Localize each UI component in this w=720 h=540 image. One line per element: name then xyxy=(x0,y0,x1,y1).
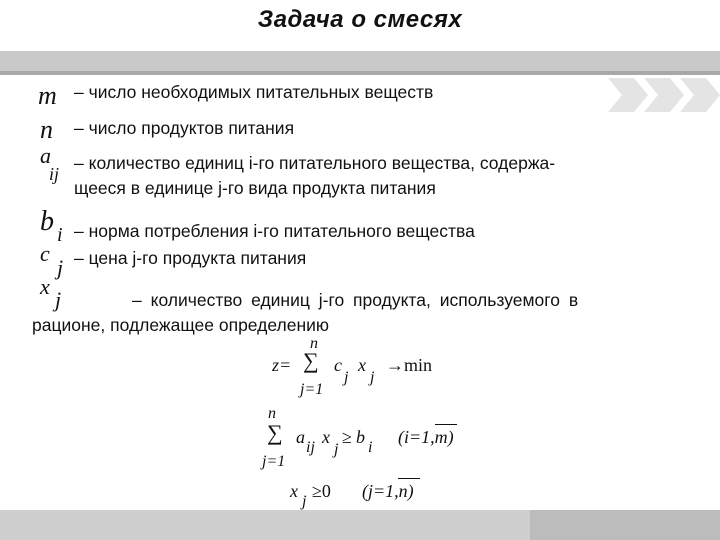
symbol-a-subscript: ij xyxy=(49,164,60,184)
definition-x-text-line2: рационе, подлежащее определению xyxy=(32,315,330,335)
symbol-n: n xyxy=(40,115,53,144)
nonneg-term-x: x xyxy=(290,481,298,501)
symbol-c: c xyxy=(40,241,50,266)
nonneg-range: (j=1,n) xyxy=(362,481,414,501)
chevron-decoration-icon xyxy=(604,70,720,120)
slide-title: Задача о смесях xyxy=(257,6,463,33)
constraint-term-x: x xyxy=(322,427,330,447)
objective-goal: →min xyxy=(386,355,433,375)
objective-sub-j1: j xyxy=(344,369,349,386)
objective-sub-j2: j xyxy=(370,369,375,386)
constraint-range: (i=1,m) xyxy=(398,427,454,447)
definition-m-text: – число необходимых питательных веществ xyxy=(74,82,434,102)
objective-sum-sign: ∑ xyxy=(303,348,319,373)
symbol-a: a xyxy=(40,143,51,168)
objective-term-c: c xyxy=(334,355,342,375)
objective-lower-limit: j=1 xyxy=(300,381,324,398)
symbol-x: x xyxy=(40,274,50,299)
definition-a-text-line2: щееся в единице j-го вида продукта питания xyxy=(74,178,436,198)
objective-upper-limit: n xyxy=(310,335,318,352)
definition-a-text-line1: – количество единиц i-го питательного вещества, содержа- xyxy=(74,153,556,173)
constraint-upper-limit: n xyxy=(268,405,276,422)
header-band xyxy=(0,51,720,71)
constraint-term-b: b xyxy=(356,427,365,447)
constraint-sub-ij: ij xyxy=(306,439,315,456)
nonneg-range-overline xyxy=(398,478,420,479)
objective-lhs: z= xyxy=(272,355,292,375)
symbol-b-subscript: i xyxy=(57,224,63,246)
symbol-c-subscript: j xyxy=(57,255,64,280)
nonneg-sub-j: j xyxy=(302,493,307,510)
slide-header xyxy=(0,0,720,52)
objective-term-x: x xyxy=(358,355,366,375)
symbol-m: m xyxy=(38,81,57,110)
symbol-b: b xyxy=(40,206,54,237)
constraint-range-overline xyxy=(435,424,457,425)
definition-b-text: – норма потребления i-го питательного вещества xyxy=(74,221,475,241)
constraint-sum-sign: ∑ xyxy=(267,420,283,445)
nonneg-relation: ≥0 xyxy=(312,481,331,501)
definition-c-text: – цена j-го продукта питания xyxy=(74,248,307,268)
constraint-lower-limit: j=1 xyxy=(262,453,286,470)
constraint-relation: ≥ xyxy=(342,427,352,447)
definition-n-text: – число продуктов питания xyxy=(74,118,295,138)
footer-band-accent xyxy=(530,510,720,540)
constraint-sub-i: i xyxy=(368,439,373,456)
constraint-term-a: a xyxy=(296,427,305,447)
symbol-x-subscript: j xyxy=(55,287,62,312)
constraint-sub-j: j xyxy=(334,441,339,458)
definition-x-text-line1: – количество единиц j-го продукта, используемого в xyxy=(132,290,579,310)
